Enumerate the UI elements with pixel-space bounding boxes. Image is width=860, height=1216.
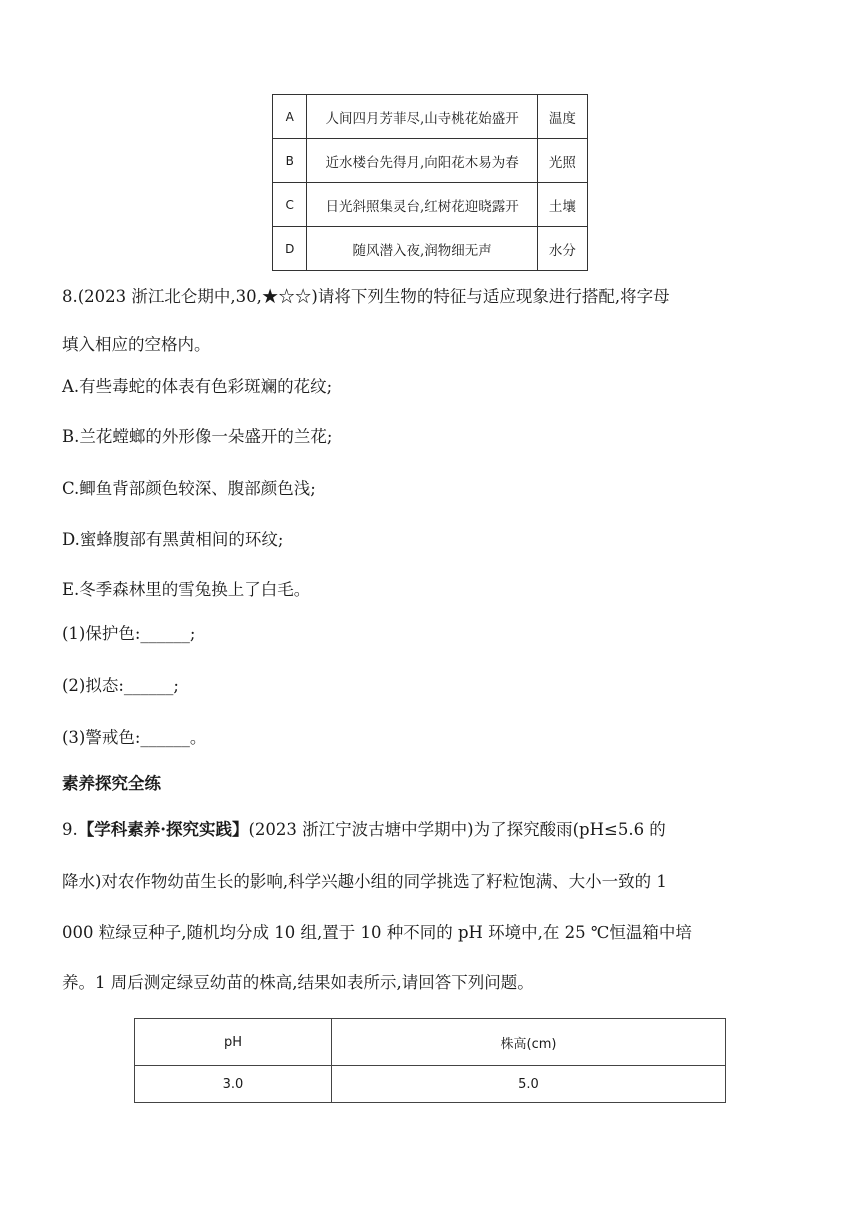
row-key: B	[273, 139, 307, 183]
question-number: 9.	[62, 820, 78, 839]
factor-cell: 光照	[537, 139, 587, 183]
section-title: 素养探究全练	[62, 774, 161, 793]
option-e: E.冬季森林里的雪兔换上了白毛。	[62, 580, 311, 599]
question-8-text: 8.(2023 浙江北仑期中,30,★☆☆)请将下列生物的特征与适应现象进行搭配,将字母	[62, 287, 670, 306]
ecological-factor-table	[272, 94, 588, 271]
question-9-text	[62, 820, 666, 840]
table-row	[273, 227, 588, 271]
column-header-ph: pH	[135, 1019, 332, 1066]
factor-cell: 土壤	[537, 183, 587, 227]
poem-cell: 近水楼台先得月,向阳花木易为春	[307, 139, 537, 183]
factor-cell: 温度	[537, 95, 587, 139]
question-9-text-cont: 降水)对农作物幼苗生长的影响,科学兴趣小组的同学挑选了籽粒饱满、大小一致的 1	[62, 872, 667, 891]
row-key: A	[273, 95, 307, 139]
question-9-text-cont: 养。1 周后测定绿豆幼苗的株高,结果如表所示,请回答下列问题。	[62, 973, 534, 992]
row-key: D	[273, 227, 307, 271]
column-header-height: 株高(cm)	[332, 1019, 726, 1066]
table-header-row	[135, 1019, 726, 1066]
option-c: C.鲫鱼背部颜色较深、腹部颜色浅;	[62, 479, 316, 498]
option-a: A.有些毒蛇的体表有色彩斑斓的花纹;	[62, 377, 333, 396]
table-row	[135, 1066, 726, 1103]
table-row	[273, 95, 588, 139]
row-key: C	[273, 183, 307, 227]
poem-cell: 随风潜入夜,润物细无声	[307, 227, 537, 271]
blank-warning-color: (3)警戒色:______。	[62, 728, 207, 747]
ph-cell: 3.0	[135, 1066, 332, 1103]
blank-protective-color: (1)保护色:______;	[62, 624, 196, 643]
height-cell: 5.0	[332, 1066, 726, 1103]
question-9-intro: (2023 浙江宁波古塘中学期中)为了探究酸雨(pH≤5.6 的	[248, 820, 666, 839]
seedling-height-table	[134, 1018, 726, 1103]
table-row	[273, 139, 588, 183]
blank-mimicry: (2)拟态:______;	[62, 676, 179, 695]
question-9-text-cont: 000 粒绿豆种子,随机均分成 10 组,置于 10 种不同的 pH 环境中,在 25 ℃恒温箱中培	[62, 923, 692, 942]
option-b: B.兰花螳螂的外形像一朵盛开的兰花;	[62, 427, 333, 446]
question-8-text-cont: 填入相应的空格内。	[62, 335, 211, 354]
poem-cell: 日光斜照集灵台,红树花迎晓露开	[307, 183, 537, 227]
factor-cell: 水分	[537, 227, 587, 271]
table-row	[273, 183, 588, 227]
poem-cell: 人间四月芳菲尽,山寺桃花始盛开	[307, 95, 537, 139]
option-d: D.蜜蜂腹部有黑黄相间的环纹;	[62, 530, 284, 549]
literacy-tag: 【学科素养·探究实践】	[77, 820, 249, 839]
